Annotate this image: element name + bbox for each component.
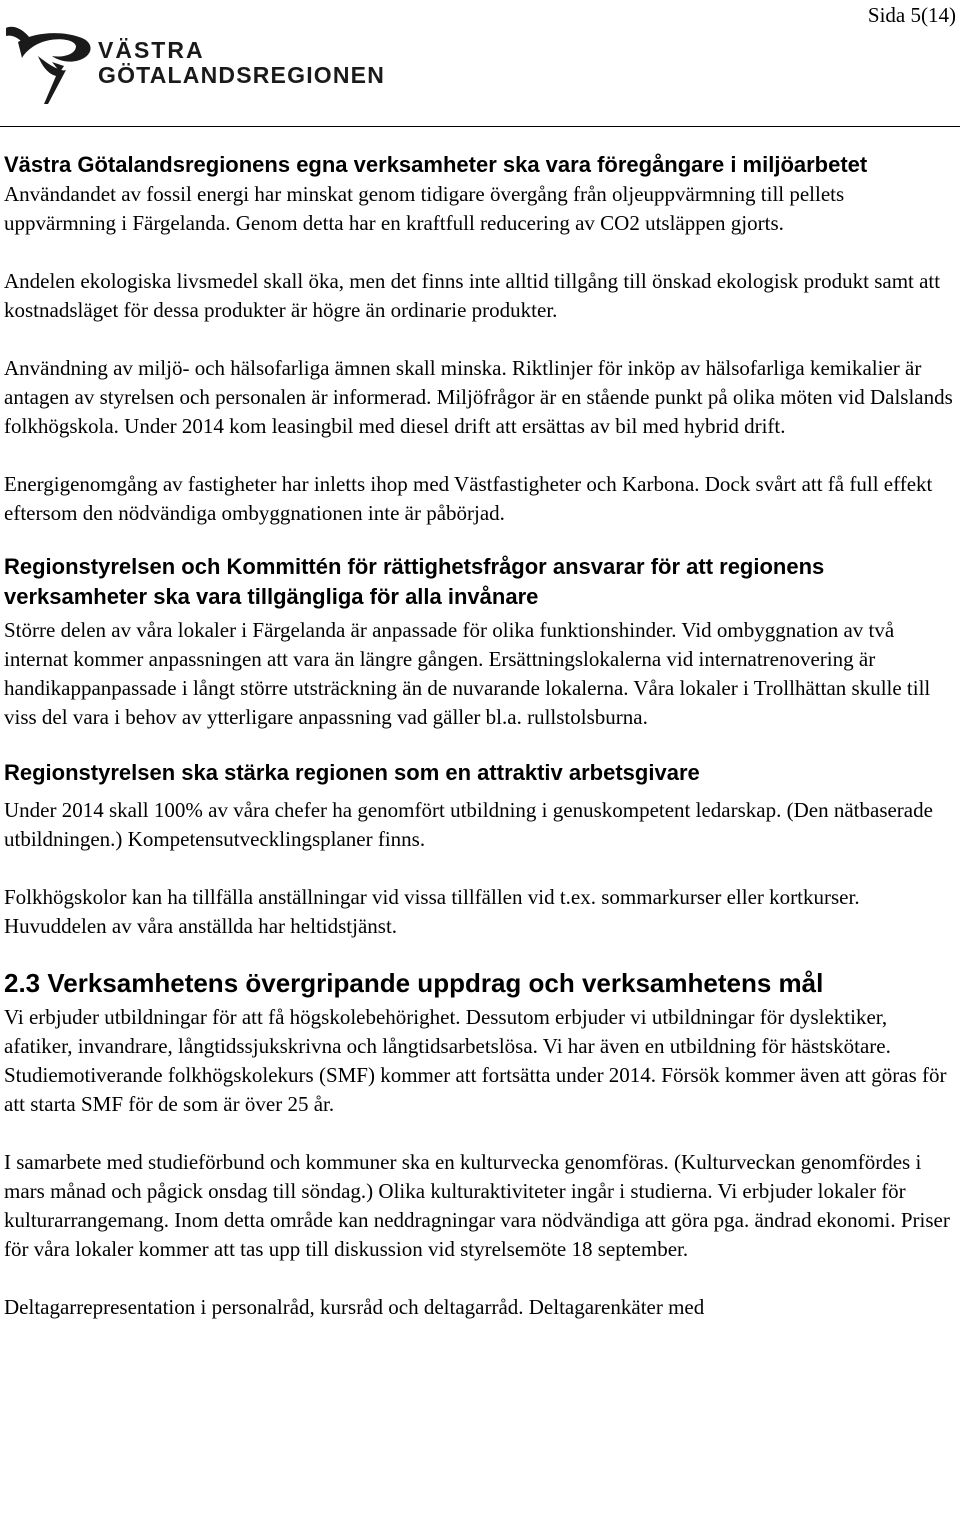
paragraph: Folkhögskolor kan ha tillfälla anställningar vid vissa tillfällen vid t.ex. sommarkurser eller kortkurser. Huvuddelen av våra anställda har heltidstjänst. [4, 885, 860, 938]
logo-line-2: GÖTALANDSREGIONEN [98, 62, 386, 88]
logo-line-1: VÄSTRA [98, 37, 205, 63]
section-employer [4, 758, 956, 941]
vastra-gotalandsregionen-logo [4, 22, 384, 106]
section-heading: 2.3 Verksamhetens övergripande uppdrag och verksamhetens mål [4, 968, 824, 998]
paragraph: Större delen av våra lokaler i Färgelanda är anpassade för olika funktionshinder. Vid ombyggnation av två internat kommer anpassningen att vara än längre gången. Ersättningslokalerna vid internatrenovering är handikappanpassade i långt större utsträckning än de nuvarande lokalerna. Våra lokaler i Trollhättan skulle till viss del vara i behov av ytterligare anpassning vad gäller bl.a. rullstolsburna. [4, 618, 931, 729]
paragraph: Andelen ekologiska livsmedel skall öka, men det finns inte alltid tillgång till önskad ekologisk produkt samt att kostnadsläget för dessa produkter är högre än ordinarie produkter. [4, 269, 941, 322]
section-accessibility [4, 552, 956, 732]
header-divider [0, 126, 960, 127]
logo-wordmark [98, 38, 385, 88]
section-heading: Regionstyrelsen ska stärka regionen som en attraktiv arbetsgivare [4, 760, 700, 785]
paragraph: Deltagarrepresentation i personalråd, kursråd och deltagarråd. Deltagarenkäter med [4, 1295, 705, 1319]
paragraph: Användning av miljö- och hälsofarliga ämnen skall minska. Riktlinjer för inköp av hälsofarliga kemikalier är antagen av styrelsen och personalen är informerad. Miljöfrågor är en stående punkt på olika möten vid Dalslands folkhögskola. Under 2014 kom leasingbil med diesel drift att ersättas av bil med hybrid drift. [4, 356, 953, 438]
section-heading: Regionstyrelsen och Kommittén för rättighetsfrågor ansvarar för att regionens verksamheter ska vara tillgängliga för alla invånare [4, 554, 825, 609]
paragraph: I samarbete med studieförbund och kommuner ska en kulturvecka genomföras. (Kulturveckan genomfördes i mars månad och pågick onsdag till söndag.) Olika kulturaktiviteter ingår i studierna. Vi erbjuder lokaler för kulturarrangemang. Inom detta område kan neddragningar vara nödvändiga att göra pga. ändrad ekonomi. Priser för våra lokaler kommer att tas upp till diskussion vid styrelsemöte 18 september. [4, 1150, 950, 1261]
paragraph: Vi erbjuder utbildningar för att få högskolebehörighet. Dessutom erbjuder vi utbildningar för dyslektiker, afatiker, invandrare, långtidssjukskrivna och långtidsarbetslösa. Vi har även en utbildning för hästskötare. Studiemotiverande folkhögskolekurs (SMF) kommer att fortsätta under 2014. Försök kommer även att göras för att starta SMF för de som är över 25 år. [4, 1005, 947, 1116]
logo-emblem-icon [4, 22, 96, 106]
section-environment [4, 150, 956, 528]
section-mission [4, 967, 956, 1322]
paragraph: Användandet av fossil energi har minskat genom tidigare övergång från oljeuppvärmning till pellets uppvärmning i Färgelanda. Genom detta har en kraftfull reducering av CO2 utsläppen gjorts. [4, 182, 845, 235]
document-body [4, 150, 956, 1322]
page-number: Sida 5(14) [867, 3, 956, 27]
section-heading: Västra Götalandsregionens egna verksamheter ska vara föregångare i miljöarbetet [4, 152, 868, 177]
paragraph: Energigenomgång av fastigheter har inletts ihop med Västfastigheter och Karbona. Dock svårt att få full effekt eftersom den nödvändiga ombyggnationen inte är påbörjad. [4, 472, 933, 525]
paragraph: Under 2014 skall 100% av våra chefer ha genomfört utbildning i genuskompetent ledarskap. (Den nätbaserade utbildningen.) Kompetensutvecklingsplaner finns. [4, 798, 933, 851]
